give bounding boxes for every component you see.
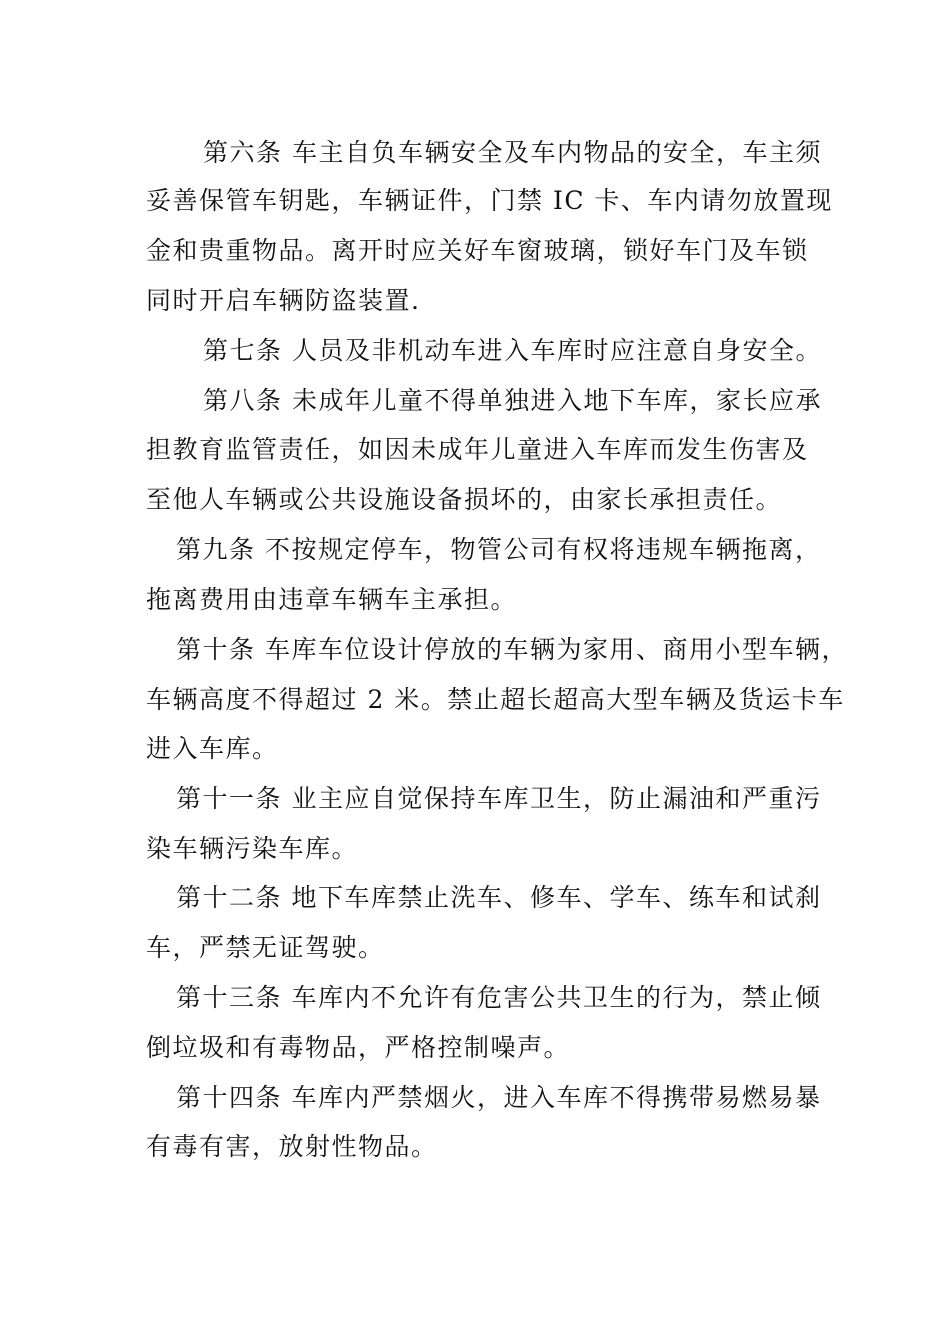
text-line: 有毒有害，放射性物品。 <box>146 1132 438 1161</box>
text-line: 车，严禁无证驾驶。 <box>146 933 385 962</box>
text-line: 进入车库。 <box>146 734 279 763</box>
text-line: 第八条 未成年儿童不得单独进入地下车库，家长应承 <box>203 386 822 415</box>
text-line: 拖离费用由违章车辆车主承担。 <box>146 585 518 614</box>
text-line: 至他人车辆或公共设施设备损坏的，由家长承担责任。 <box>146 485 783 514</box>
text-line: 金和贵重物品。离开时应关好车窗玻璃，锁好车门及车锁 <box>146 236 809 265</box>
text-line: 车辆高度不得超过 2 米。禁止超长超高大型车辆及货运卡车 <box>146 685 845 714</box>
text-line: 第十条 车库车位设计停放的车辆为家用、商用小型车辆， <box>176 635 848 664</box>
text-line: 同时开启车辆防盗装置. <box>146 286 421 315</box>
text-line: 担教育监管责任，如因未成年儿童进入车库而发生伤害及 <box>146 435 809 464</box>
text-line: 倒垃圾和有毒物品，严格控制噪声。 <box>146 1033 571 1062</box>
text-line: 第十二条 地下车库禁止洗车、修车、学车、练车和试刹 <box>176 883 822 912</box>
text-line: 第九条 不按规定停车，物管公司有权将违规车辆拖离， <box>176 535 822 564</box>
text-line: 第六条 车主自负车辆安全及车内物品的安全，车主须 <box>203 138 822 167</box>
text-line: 妥善保管车钥匙，车辆证件，门禁 IC 卡、车内请勿放置现 <box>146 186 833 215</box>
text-line: 第七条 人员及非机动车进入车库时应注意自身安全。 <box>203 336 822 365</box>
text-line: 第十四条 车库内严禁烟火，进入车库不得携带易燃易暴 <box>176 1083 822 1112</box>
text-line: 第十三条 车库内不允许有危害公共卫生的行为，禁止倾 <box>176 983 822 1012</box>
text-line: 染车辆污染车库。 <box>146 834 359 863</box>
text-line: 第十一条 业主应自觉保持车库卫生，防止漏油和严重污 <box>176 784 822 813</box>
